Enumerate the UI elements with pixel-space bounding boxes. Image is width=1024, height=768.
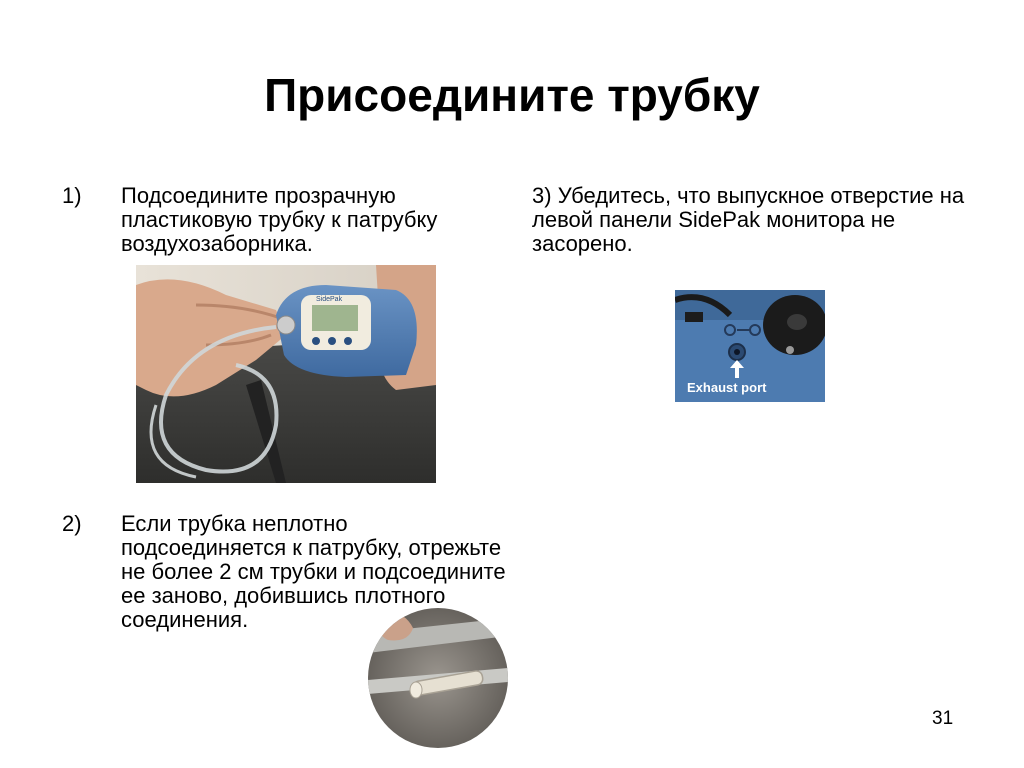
step-2-text: Если трубка неплотно подсоединяется к патрубку, отрежьте не более 2 см трубки и подсоедините ее заново, добившись плотного соединения. (121, 511, 506, 632)
slide-title: Присоедините трубку (264, 69, 760, 121)
step-3-text-block (532, 184, 972, 256)
step-1-text: Подсоедините прозрачную пластиковую трубку к патрубку воздухозаборника. (121, 183, 438, 256)
page-number: 31 (932, 708, 954, 729)
step-2-number: 2) (62, 511, 82, 536)
step-3-text: Убедитесь, что выпускное отверстие на левой панели SidePak монитора не засорено. (532, 183, 965, 256)
step-3-number: 3) (532, 183, 552, 208)
cutting-tube-photo (368, 608, 508, 748)
step-1-number: 1) (62, 183, 82, 208)
exhaust-port-label: Exhaust port (687, 380, 767, 395)
exhaust-port-photo (675, 290, 825, 402)
device-brand-label: SidePak (316, 296, 343, 303)
device-tube-photo (136, 265, 436, 483)
